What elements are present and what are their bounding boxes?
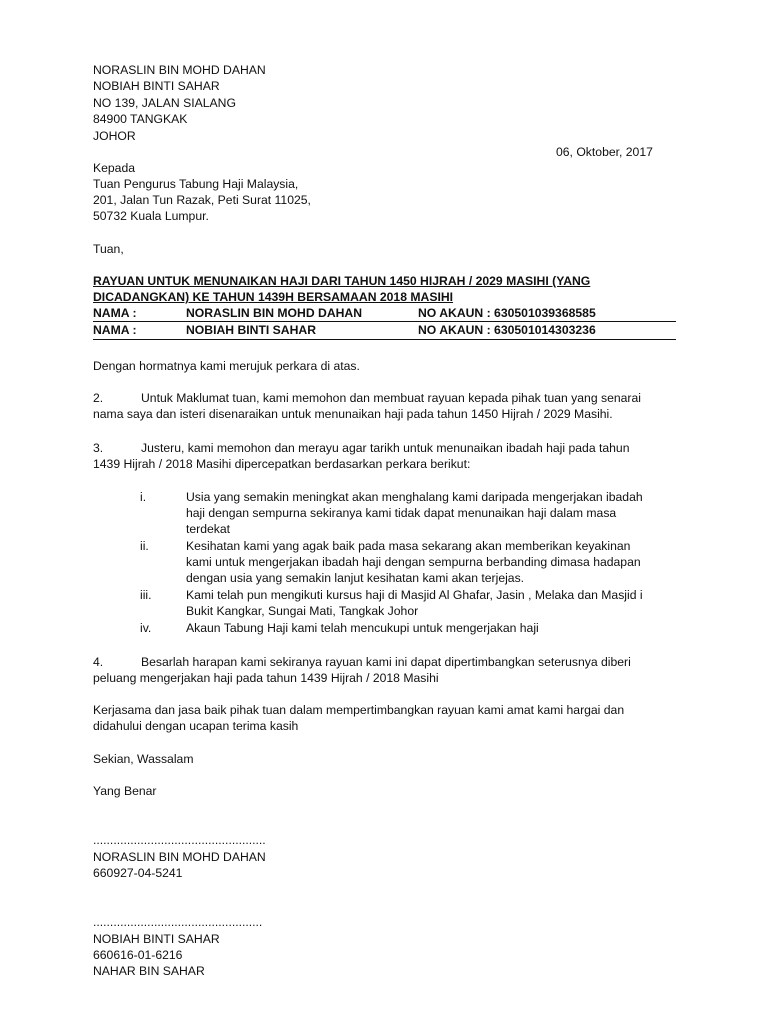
- list-item-2-number: ii.: [140, 539, 149, 553]
- sender-name-1: NORASLIN BIN MOHD DAHAN: [93, 63, 266, 77]
- paragraph-4-line-1: Besarlah harapan kami sekiranya rayuan kami ini dapat dipertimbangkan seterusnya diberi: [141, 655, 631, 669]
- list-item-2-line-1: Kesihatan kami yang agak baik pada masa sekarang akan memberikan keyakinan: [186, 539, 631, 553]
- list-item-3-number: iii.: [140, 588, 152, 602]
- paragraph-3-number: 3.: [93, 441, 104, 455]
- subject-row-1-name: NORASLIN BIN MOHD DAHAN: [186, 306, 363, 320]
- farewell: Sekian, Wassalam: [93, 752, 194, 766]
- signer-2-ic-number: 660616-01-6216: [93, 948, 183, 962]
- signer-2-extra-name: NAHAR BIN SAHAR: [93, 964, 205, 978]
- list-item-3-line-1: Kami telah pun mengikuti kursus haji di Masjid Al Ghafar, Jasin , Melaka dan Masjid i: [186, 588, 643, 602]
- list-item-2-line-2: kami untuk mengerjakan ibadah haji dengan sempurna berbanding dimasa hadapan: [186, 555, 641, 569]
- signature-line-2: ..................................................: [93, 915, 263, 929]
- subject-row-1-label: NAMA :: [93, 306, 137, 320]
- opening-paragraph: Dengan hormatnya kami merujuk perkara di atas.: [93, 359, 360, 373]
- list-item-4-line-1: Akaun Tabung Haji kami telah mencukupi untuk mengerjakan haji: [186, 621, 539, 635]
- subject-bottom-rule: [93, 339, 676, 340]
- recipient-line-2: 201, Jalan Tun Razak, Peti Surat 11025,: [93, 193, 311, 207]
- recipient-to-label: Kepada: [93, 161, 136, 175]
- signer-2-name: NOBIAH BINTI SAHAR: [93, 932, 220, 946]
- subject-row-2-name: NOBIAH BINTI SAHAR: [186, 323, 316, 337]
- sender-address-line-1: NO 139, JALAN SIALANG: [93, 96, 236, 110]
- signature-line-1: ...................................................: [93, 833, 266, 847]
- paragraph-4-number: 4.: [93, 655, 104, 669]
- yours-truly: Yang Benar: [93, 784, 157, 798]
- paragraph-2-number: 2.: [93, 391, 104, 405]
- paragraph-4-line-2: peluang mengerjakan haji pada tahun 1439 Hijrah / 2018 Masihi: [93, 671, 439, 685]
- list-item-1-line-3: terdekat: [186, 522, 231, 536]
- subject-row-2-label: NAMA :: [93, 323, 137, 337]
- letter-date: 06, Oktober, 2017: [556, 145, 653, 159]
- subject-line-2: DICADANGKAN) KE TAHUN 1439H BERSAMAAN 2018 MASIHI: [93, 290, 454, 304]
- salutation: Tuan,: [93, 242, 124, 256]
- subject-line-1: RAYUAN UNTUK MENUNAIKAN HAJI DARI TAHUN 1450 HIJRAH / 2029 MASIHI (YANG: [93, 274, 591, 288]
- list-item-1-line-2: haji dengan sempurna sekiranya kami tidak dapat menunaikan haji dalam masa: [186, 506, 617, 520]
- subject-row-2-account: NO AKAUN : 630501014303236: [418, 323, 596, 337]
- sender-name-2: NOBIAH BINTI SAHAR: [93, 79, 220, 93]
- list-item-2-line-3: dengan usia yang semakin lanjut kesihatan kami akan terjejas.: [186, 571, 525, 585]
- signer-1-ic-number: 660927-04-5241: [93, 866, 183, 880]
- list-item-1-line-1: Usia yang semakin meningkat akan menghalang kami daripada mengerjakan ibadah: [186, 490, 643, 504]
- closing-line-1: Kerjasama dan jasa baik pihak tuan dalam mempertimbangkan rayuan kami amat kami hargai dan: [93, 703, 625, 717]
- list-item-4-number: iv.: [140, 621, 152, 635]
- subject-row-1-account: NO AKAUN : 630501039368585: [418, 306, 596, 320]
- list-item-1-number: i.: [140, 490, 147, 504]
- sender-address-line-3: JOHOR: [93, 129, 136, 143]
- paragraph-3-line-1: Justeru, kami memohon dan merayu agar tarikh untuk menunaikan ibadah haji pada tahun: [141, 441, 630, 455]
- paragraph-2-line-1: Untuk Maklumat tuan, kami memohon dan membuat rayuan kepada pihak tuan yang senarai: [141, 391, 641, 405]
- list-item-3-line-2: Bukit Kangkar, Sungai Mati, Tangkak Johor: [186, 604, 419, 618]
- sender-address-line-2: 84900 TANGKAK: [93, 112, 188, 126]
- recipient-line-1: Tuan Pengurus Tabung Haji Malaysia,: [93, 177, 299, 191]
- paragraph-3-line-2: 1439 Hijrah / 2018 Masihi dipercepatkan berdasarkan perkara berikut:: [93, 457, 471, 471]
- signer-1-name: NORASLIN BIN MOHD DAHAN: [93, 850, 266, 864]
- paragraph-2-line-2: nama saya dan isteri disenaraikan untuk menunaikan haji pada tahun 1450 Hijrah / 2029 Masihi.: [93, 407, 613, 421]
- recipient-line-3: 50732 Kuala Lumpur.: [93, 209, 209, 223]
- closing-line-2: didahului dengan ucapan terima kasih: [93, 719, 299, 733]
